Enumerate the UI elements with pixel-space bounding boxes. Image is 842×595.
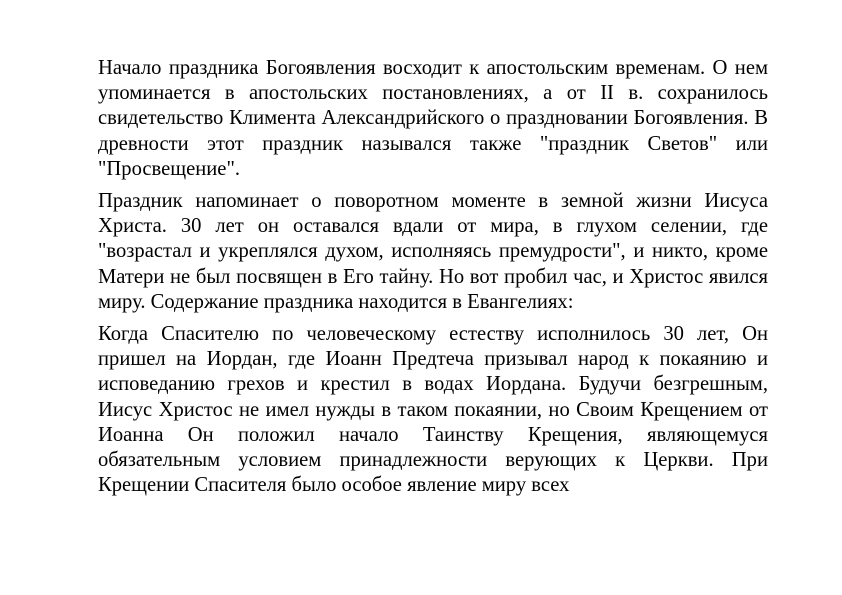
paragraph-baptism: Когда Спасителю по человеческому естеству исполнилось 30 лет, Он пришел на Иордан, где Иоанн Предтеча призывал народ к покаянию и исповеданию грехов и крестил в водах Иордана. Будучи безгрешным, Иисус Христос не имел нужды в таком покаянии, но Своим Крещением от Иоанна Он положил начало Таинству Крещения, являющемуся обязательным условием принадлежности верующих к Церкви. При Крещении Спасителя было особое явление миру всех [98,323,768,497]
paragraph-origin: Начало праздника Богоявления восходит к апостольским временам. О нем упоминается в апостольских постановлениях, а от II в. сохранилось свидетельство Климента Александрийского о праздновании Богоявления. В древности этот праздник назывался также "праздник Светов" или "Просвещение". [98,57,768,180]
paragraph-turning-point: Праздник напоминает о поворотном моменте в земной жизни Иисуса Христа. 30 лет он оставался вдали от мира, в глухом селении, где "возрастал и укреплялся духом, исполняясь премудрости", и никто, кроме Матери не был посвящен в Его тайну. Но вот пробил час, и Христос явился миру. Содержание праздника находится в Евангелиях: [98,190,768,313]
document-page [98,56,768,505]
